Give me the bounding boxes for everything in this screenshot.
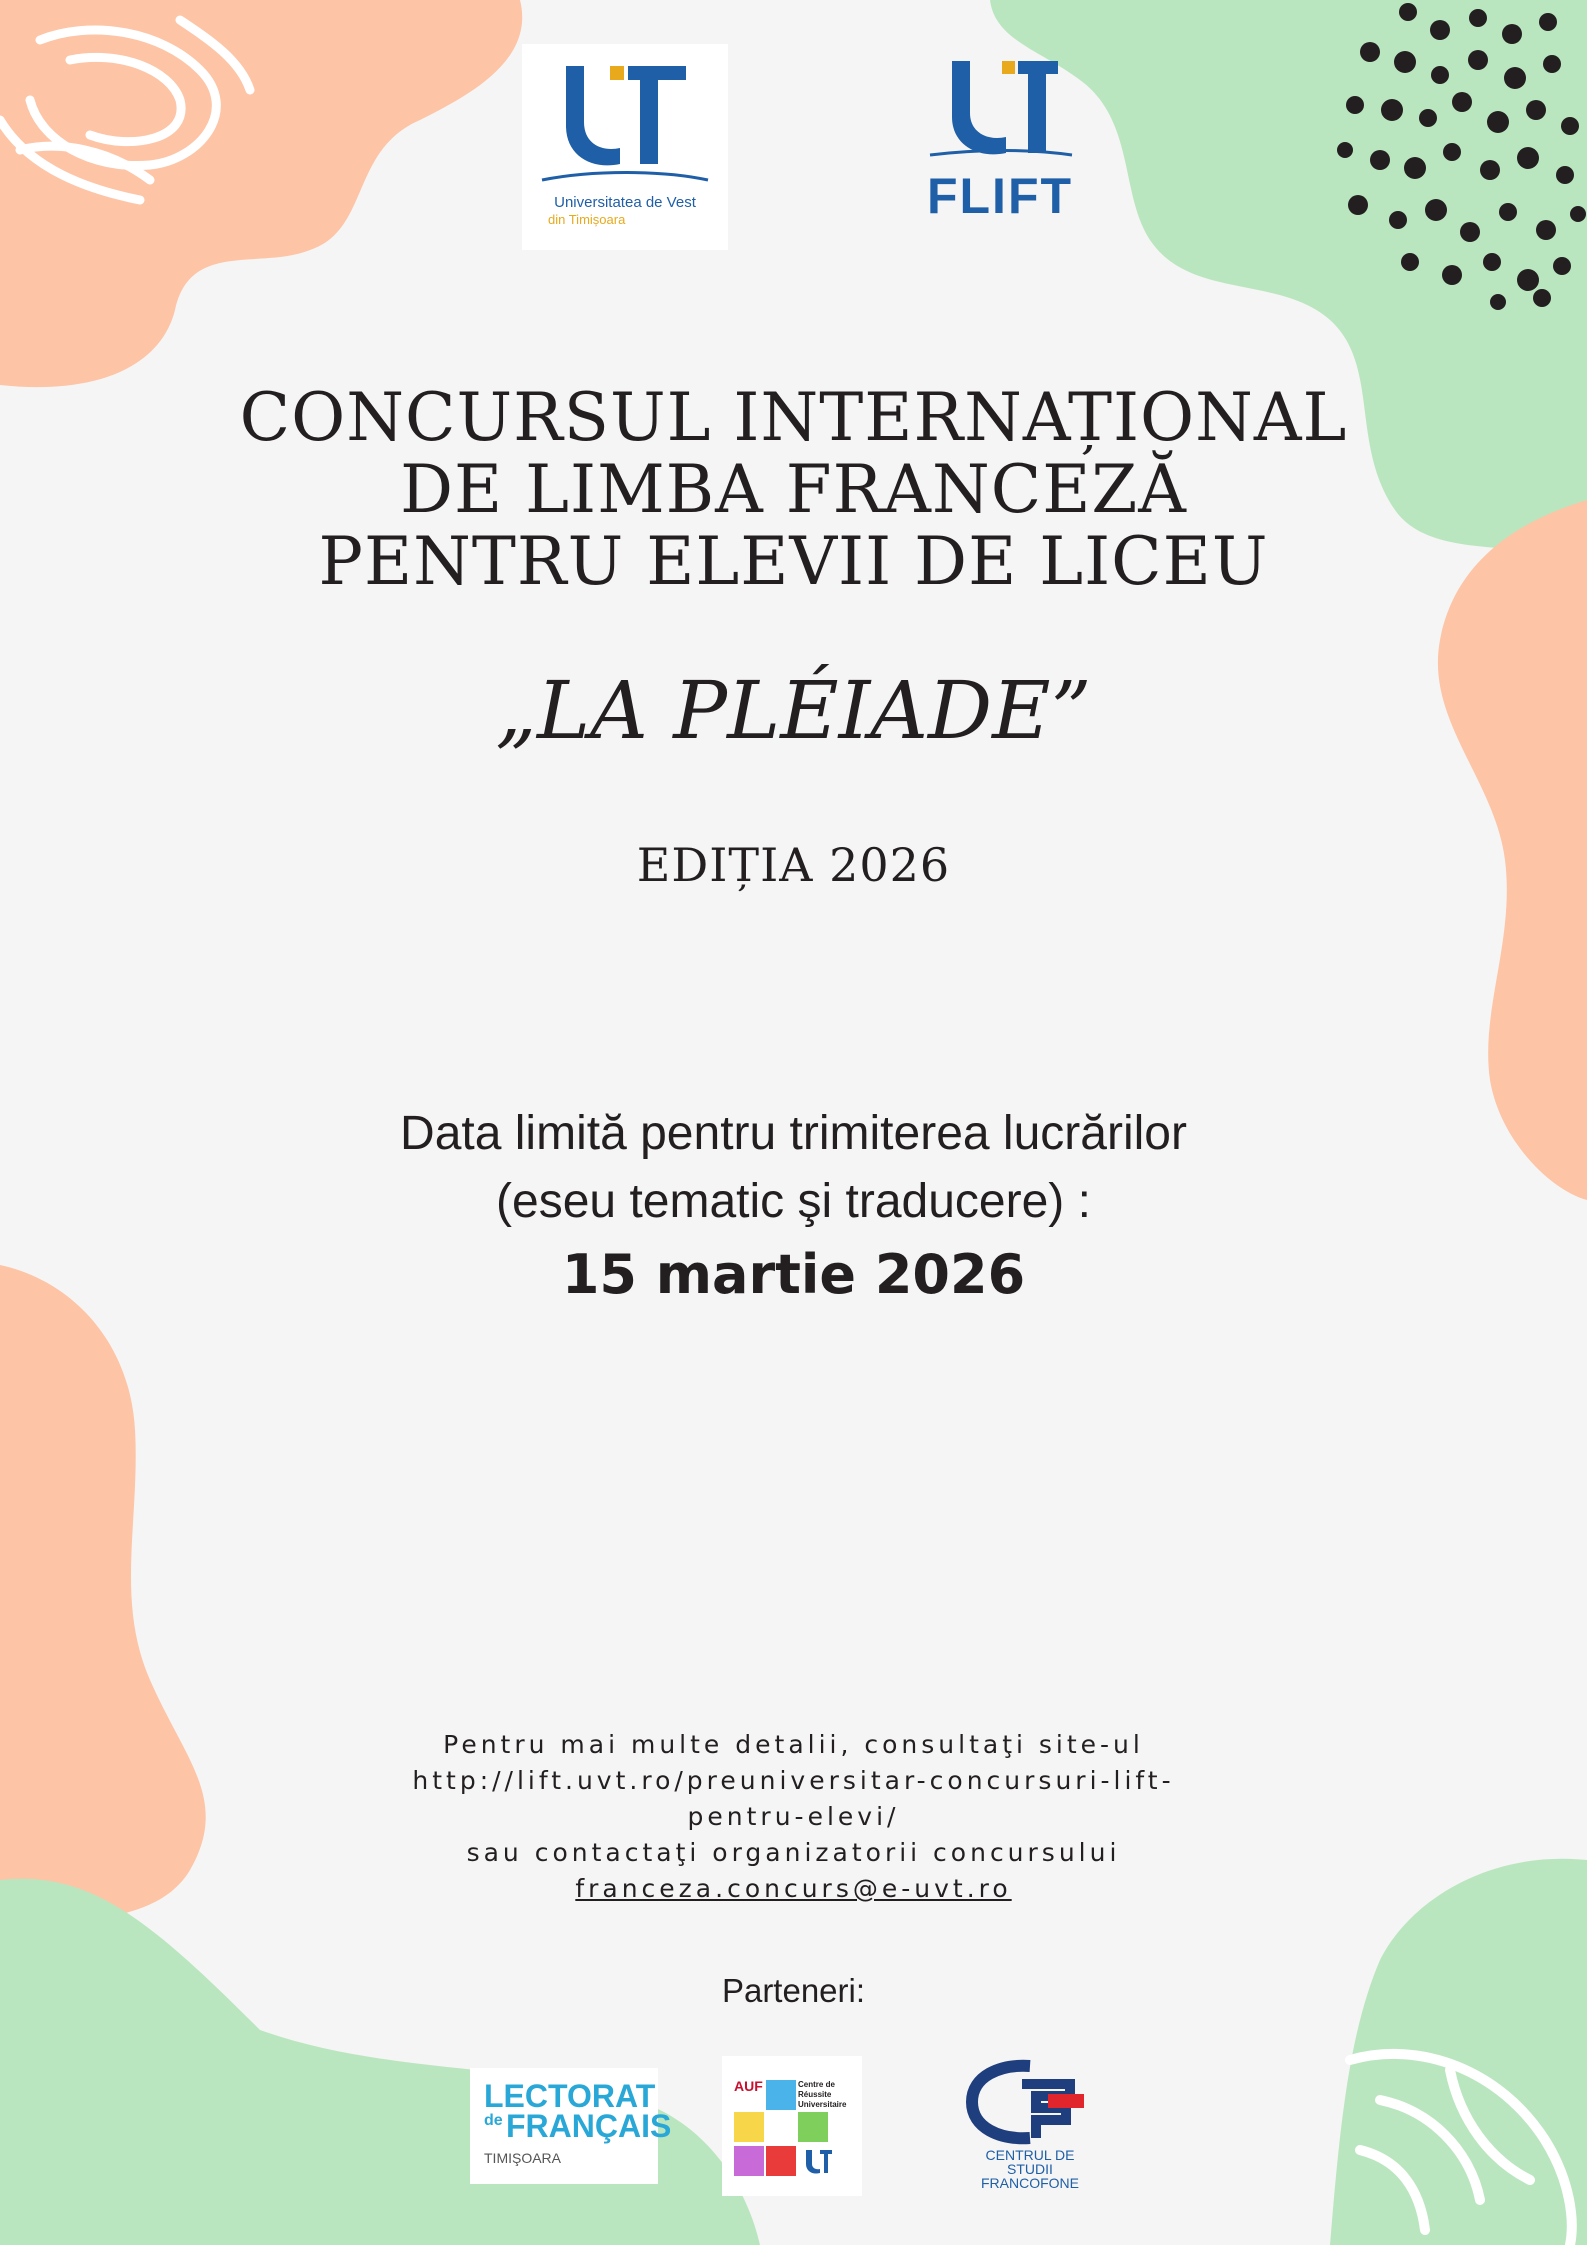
auf-brand: AUF [734, 2078, 763, 2094]
uvt-logo-line2: din Timișoara [548, 212, 626, 227]
csf-logo-mark [960, 2058, 1100, 2148]
deadline-line-1: Data limită pentru trimiterea lucrărilor [400, 1107, 1187, 1160]
info-url-line-2[interactable]: pentru-elevi/ [687, 1802, 900, 1831]
edition-label: EDIȚIA 2026 [636, 838, 951, 892]
uvt-logo [522, 44, 728, 250]
flift-logo-text: FLIFT [926, 168, 1074, 224]
lectorat-city: TIMIŞOARA [484, 2150, 562, 2166]
auf-logo [722, 2056, 862, 2196]
csf-line2: STUDII [1007, 2161, 1053, 2177]
csf-line1: CENTRUL DE [985, 2147, 1075, 2163]
info-line-1: Pentru mai multe detalii, consultaţi site-ul [443, 1730, 1144, 1759]
lectorat-line2: FRANÇAIS [506, 2108, 672, 2144]
lectorat-line1: LECTORAT [484, 2078, 656, 2114]
contact-email-link[interactable]: franceza.concurs@e-uvt.ro [575, 1874, 1012, 1903]
auf-text-3: Universitaire [798, 2100, 847, 2109]
csf-line3: FRANCOFONE [981, 2175, 1079, 2191]
contest-name: „LA PLÉIADE” [495, 664, 1092, 757]
title-line-1: CONCURSUL INTERNAȚIONAL [239, 379, 1348, 456]
csf-logo [960, 2058, 1100, 2198]
title-line-3: PENTRU ELEVII DE LICEU [318, 523, 1269, 600]
deadline-line-2: (eseu tematic şi traducere) : [496, 1175, 1091, 1228]
mint-blob-bottom-left [0, 1879, 760, 2245]
info-url-line-1[interactable]: http://lift.uvt.ro/preuniversitar-concursuri-lift- [412, 1766, 1175, 1795]
auf-color-squares [722, 2056, 862, 2196]
title-line-2: DE LIMBA FRANCEZĂ [400, 451, 1187, 528]
lectorat-logo [470, 2068, 672, 2184]
uvt-logo-line1: Universitatea de Vest [554, 194, 696, 211]
auf-text-1: Centre de [798, 2080, 835, 2089]
deadline-date: 15 martie 2026 [561, 1243, 1026, 1306]
partners-label: Parteneri: [721, 1972, 866, 2009]
auf-text-2: Réussite [798, 2090, 832, 2099]
flift-logo-mark [920, 55, 1080, 175]
info-line-4: sau contactaţi organizatorii concursului [466, 1838, 1121, 1867]
flift-logo [920, 55, 1080, 225]
lectorat-de: de [484, 2112, 503, 2129]
